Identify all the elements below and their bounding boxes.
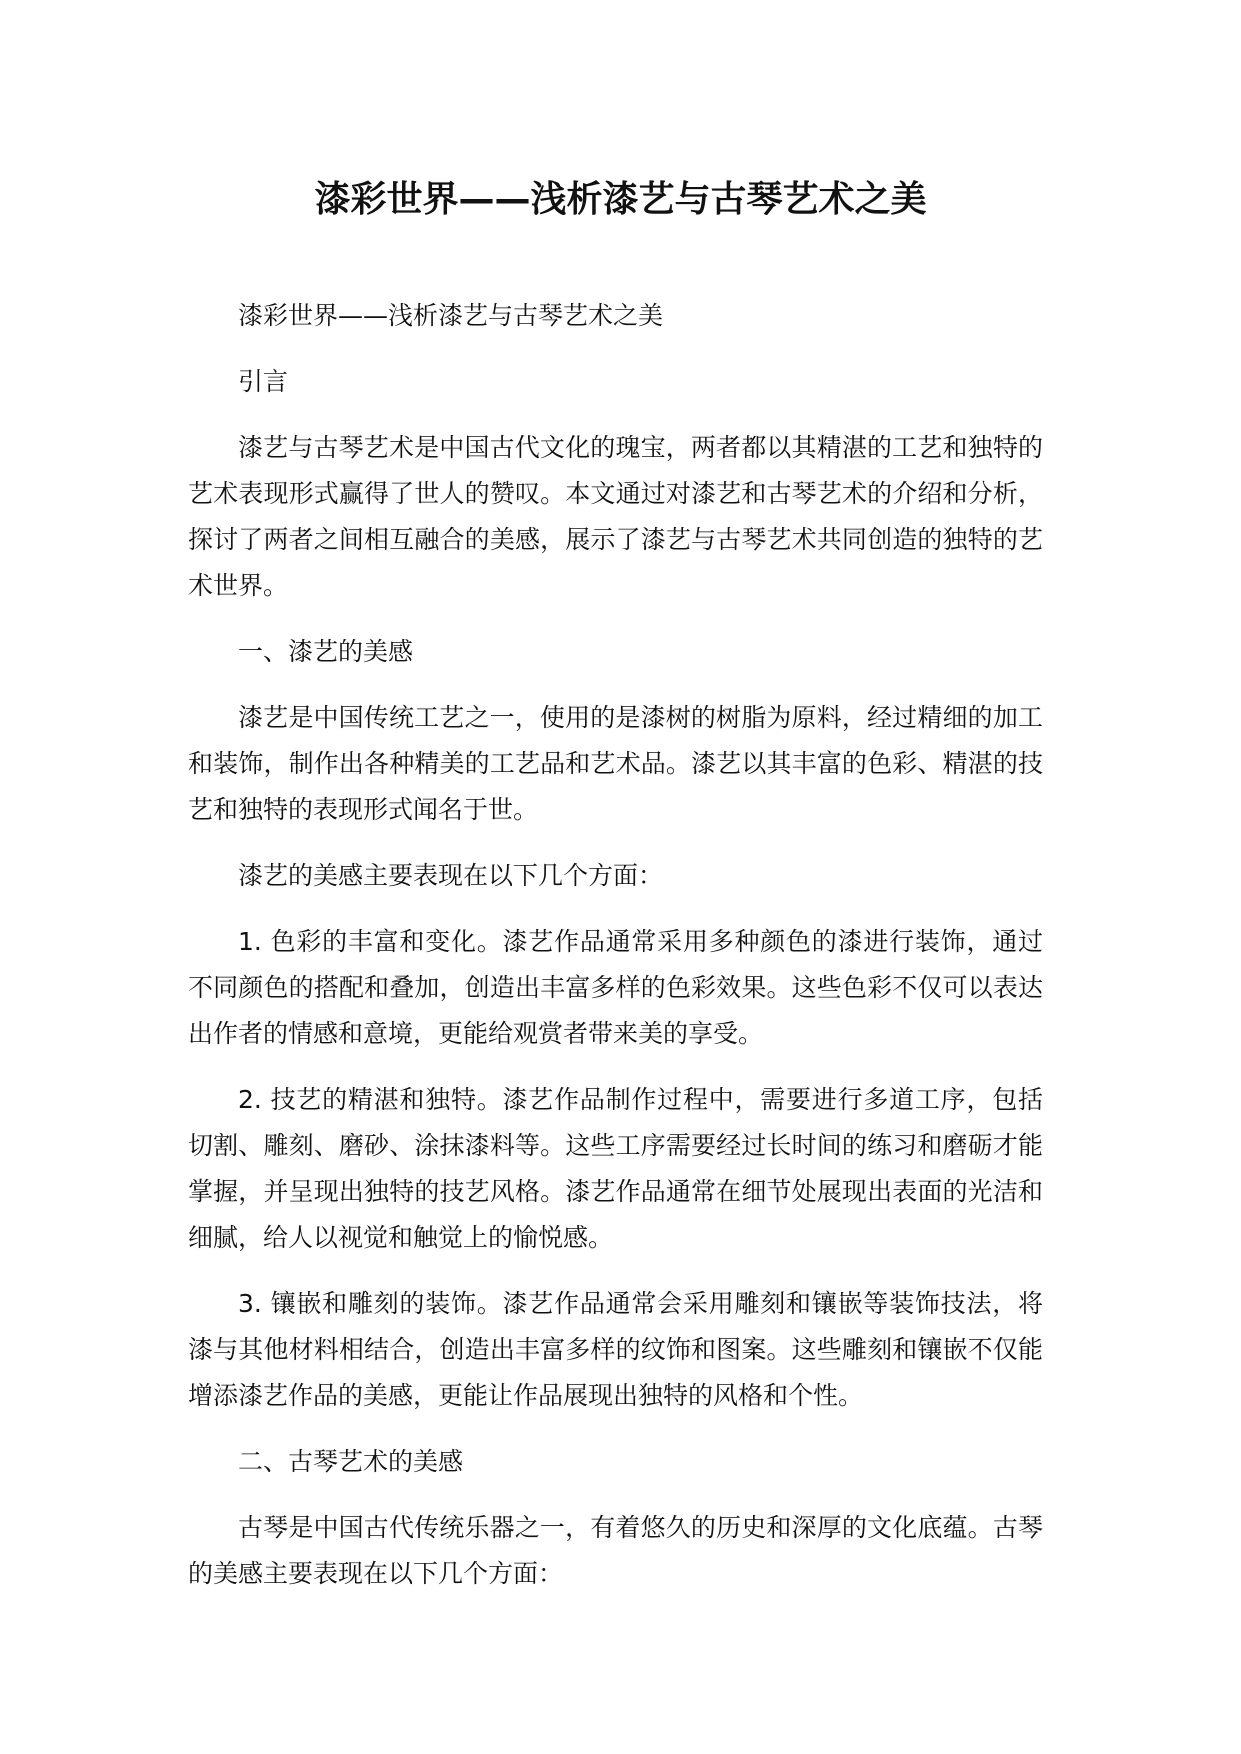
intro-paragraph: 漆艺与古琴艺术是中国古代文化的瑰宝，两者都以其精湛的工艺和独特的艺术表现形式赢得了世人的赞叹。本文通过对漆艺和古琴艺术的介绍和分析，探讨了两者之间相互融合的美感，展示了漆艺与古琴艺术共同创造的独特的艺术世界。 [188,433,1043,600]
lacquer-point-2: 2. 技艺的精湛和独特。漆艺作品制作过程中，需要进行多道工序，包括切割、雕刻、磨砂、涂抹漆料等。这些工序需要经过长时间的练习和磨砺才能掌握，并呈现出独特的技艺风格。漆艺作品通常在细节处展现出表面的光洁和细腻，给人以视觉和触觉上的愉悦感。 [188,1085,1043,1252]
subtitle-paragraph: 漆彩世界——浅析漆艺与古琴艺术之美 [238,301,664,330]
heading-introduction: 引言 [238,367,289,396]
heading-lacquer-beauty: 一、漆艺的美感 [238,637,414,666]
document-body [188,293,1043,1617]
lacquer-aspects-lead: 漆艺的美感主要表现在以下几个方面： [238,861,664,890]
lacquer-point-3: 3. 镶嵌和雕刻的装饰。漆艺作品通常会采用雕刻和镶嵌等装饰技法，将漆与其他材料相结合，创造出丰富多样的纹饰和图案。这些雕刻和镶嵌不仅能增添漆艺作品的美感，更能让作品展现出独特的风格和个性。 [188,1289,1043,1410]
document-title: 漆彩世界——浅析漆艺与古琴艺术之美 [314,179,927,220]
guqin-paragraph: 古琴是中国古代传统乐器之一，有着悠久的历史和深厚的文化底蕴。古琴的美感主要表现在以下几个方面： [188,1513,1043,1588]
heading-guqin-beauty: 二、古琴艺术的美感 [238,1447,464,1476]
lacquer-paragraph: 漆艺是中国传统工艺之一，使用的是漆树的树脂为原料，经过精细的加工和装饰，制作出各种精美的工艺品和艺术品。漆艺以其丰富的色彩、精湛的技艺和独特的表现形式闻名于世。 [188,703,1043,824]
lacquer-point-1: 1. 色彩的丰富和变化。漆艺作品通常采用多种颜色的漆进行装饰，通过不同颜色的搭配和叠加，创造出丰富多样的色彩效果。这些色彩不仅可以表达出作者的情感和意境，更能给观赏者带来美的享受。 [188,927,1043,1048]
